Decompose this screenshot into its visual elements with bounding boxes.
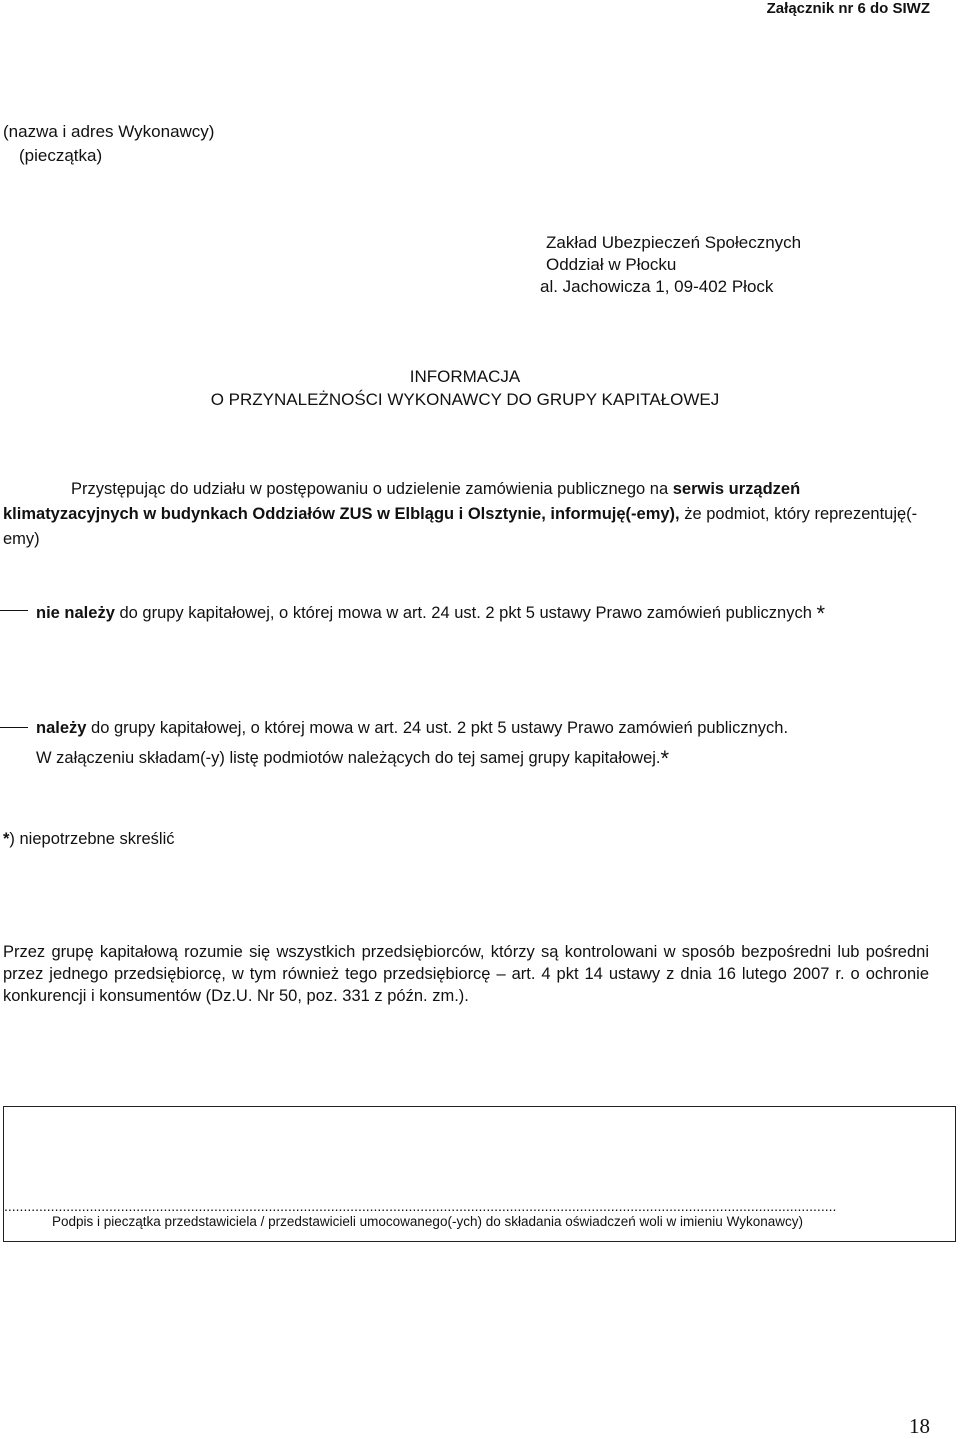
option-not-member [36,597,929,630]
recipient-line1: Zakład Ubezpieczeń Społecznych [546,233,802,252]
intro-paragraph [3,477,929,552]
contractor-name-address: (nazwa i adres Wykonawcy) [3,122,215,141]
option2-bold: należy [36,719,87,737]
option1-star: * [816,601,826,626]
document-title [0,365,930,411]
option1-text: do grupy kapitałowej, o której mowa w art. 24 ust. 2 pkt 5 ustawy Prawo zamówień publicznych [114,604,817,622]
option2-line2: W załączeniu składam(-y) listę podmiotów należących do tej samej grupy kapitałowej. [36,749,661,767]
page-number: 18 [909,1414,930,1438]
recipient-address: al. Jachowicza 1, 09-402 Płock [540,277,774,296]
footnote-text: ) niepotrzebne skreślić [9,830,175,848]
contractor-block [3,120,214,168]
footnote [3,830,175,849]
contractor-stamp: (pieczątka) [19,146,103,165]
recipient-block [540,232,802,298]
recipient-line2: Oddział w Płocku [546,255,677,274]
option1-bold: nie należy [36,604,115,622]
signature-dots: ...................................................................................................................................................................................................................... [4,1198,837,1214]
attachment-label: Załącznik nr 6 do SIWZ [766,0,930,17]
definition-paragraph: Przez grupę kapitałową rozumie się wszystkich przedsiębiorców, którzy są kontrolowani w sposób bezpośredni lub pośredni przez jednego przedsiębiorcę, w tym również tego przedsiębiorcę – art. 4 pkt 14 ustawy z dnia 16 lutego 2007 r. o ochronie konkurencji i konsumentów (Dz.U. Nr 50, poz. 331 z późn. zm.). [3,943,929,1005]
option2-text: do grupy kapitałowej, o której mowa w art. 24 ust. 2 pkt 5 ustawy Prawo zamówień publicznych. [86,719,789,737]
title-line1: INFORMACJA [409,367,521,386]
intro-bold: serwis urządzeń klimatyzacyjnych w budynkach Oddziałów ZUS w Elblągu i Olsztynie, informuję(-emy), [3,480,801,523]
intro-text-1: Przystępując do udziału w postępowaniu o udzielenie zamówienia publicznego na [71,480,673,498]
signature-caption: Podpis i pieczątka przedstawiciela / przedstawicieli umocowanego(-ych) do składania oświadczeń woli w imieniu Wykonawcy) [52,1214,803,1229]
option-member [36,716,929,771]
title-line2: O PRZYNALEŻNOŚCI WYKONAWCY DO GRUPY KAPITAŁOWEJ [210,390,720,409]
option1-dash [0,610,28,611]
option2-star: * [660,746,670,771]
intro-text-2: że podmiot, który reprezentuję(-emy) [3,505,918,548]
option2-dash [0,727,28,728]
footnote-star: * [3,830,10,848]
